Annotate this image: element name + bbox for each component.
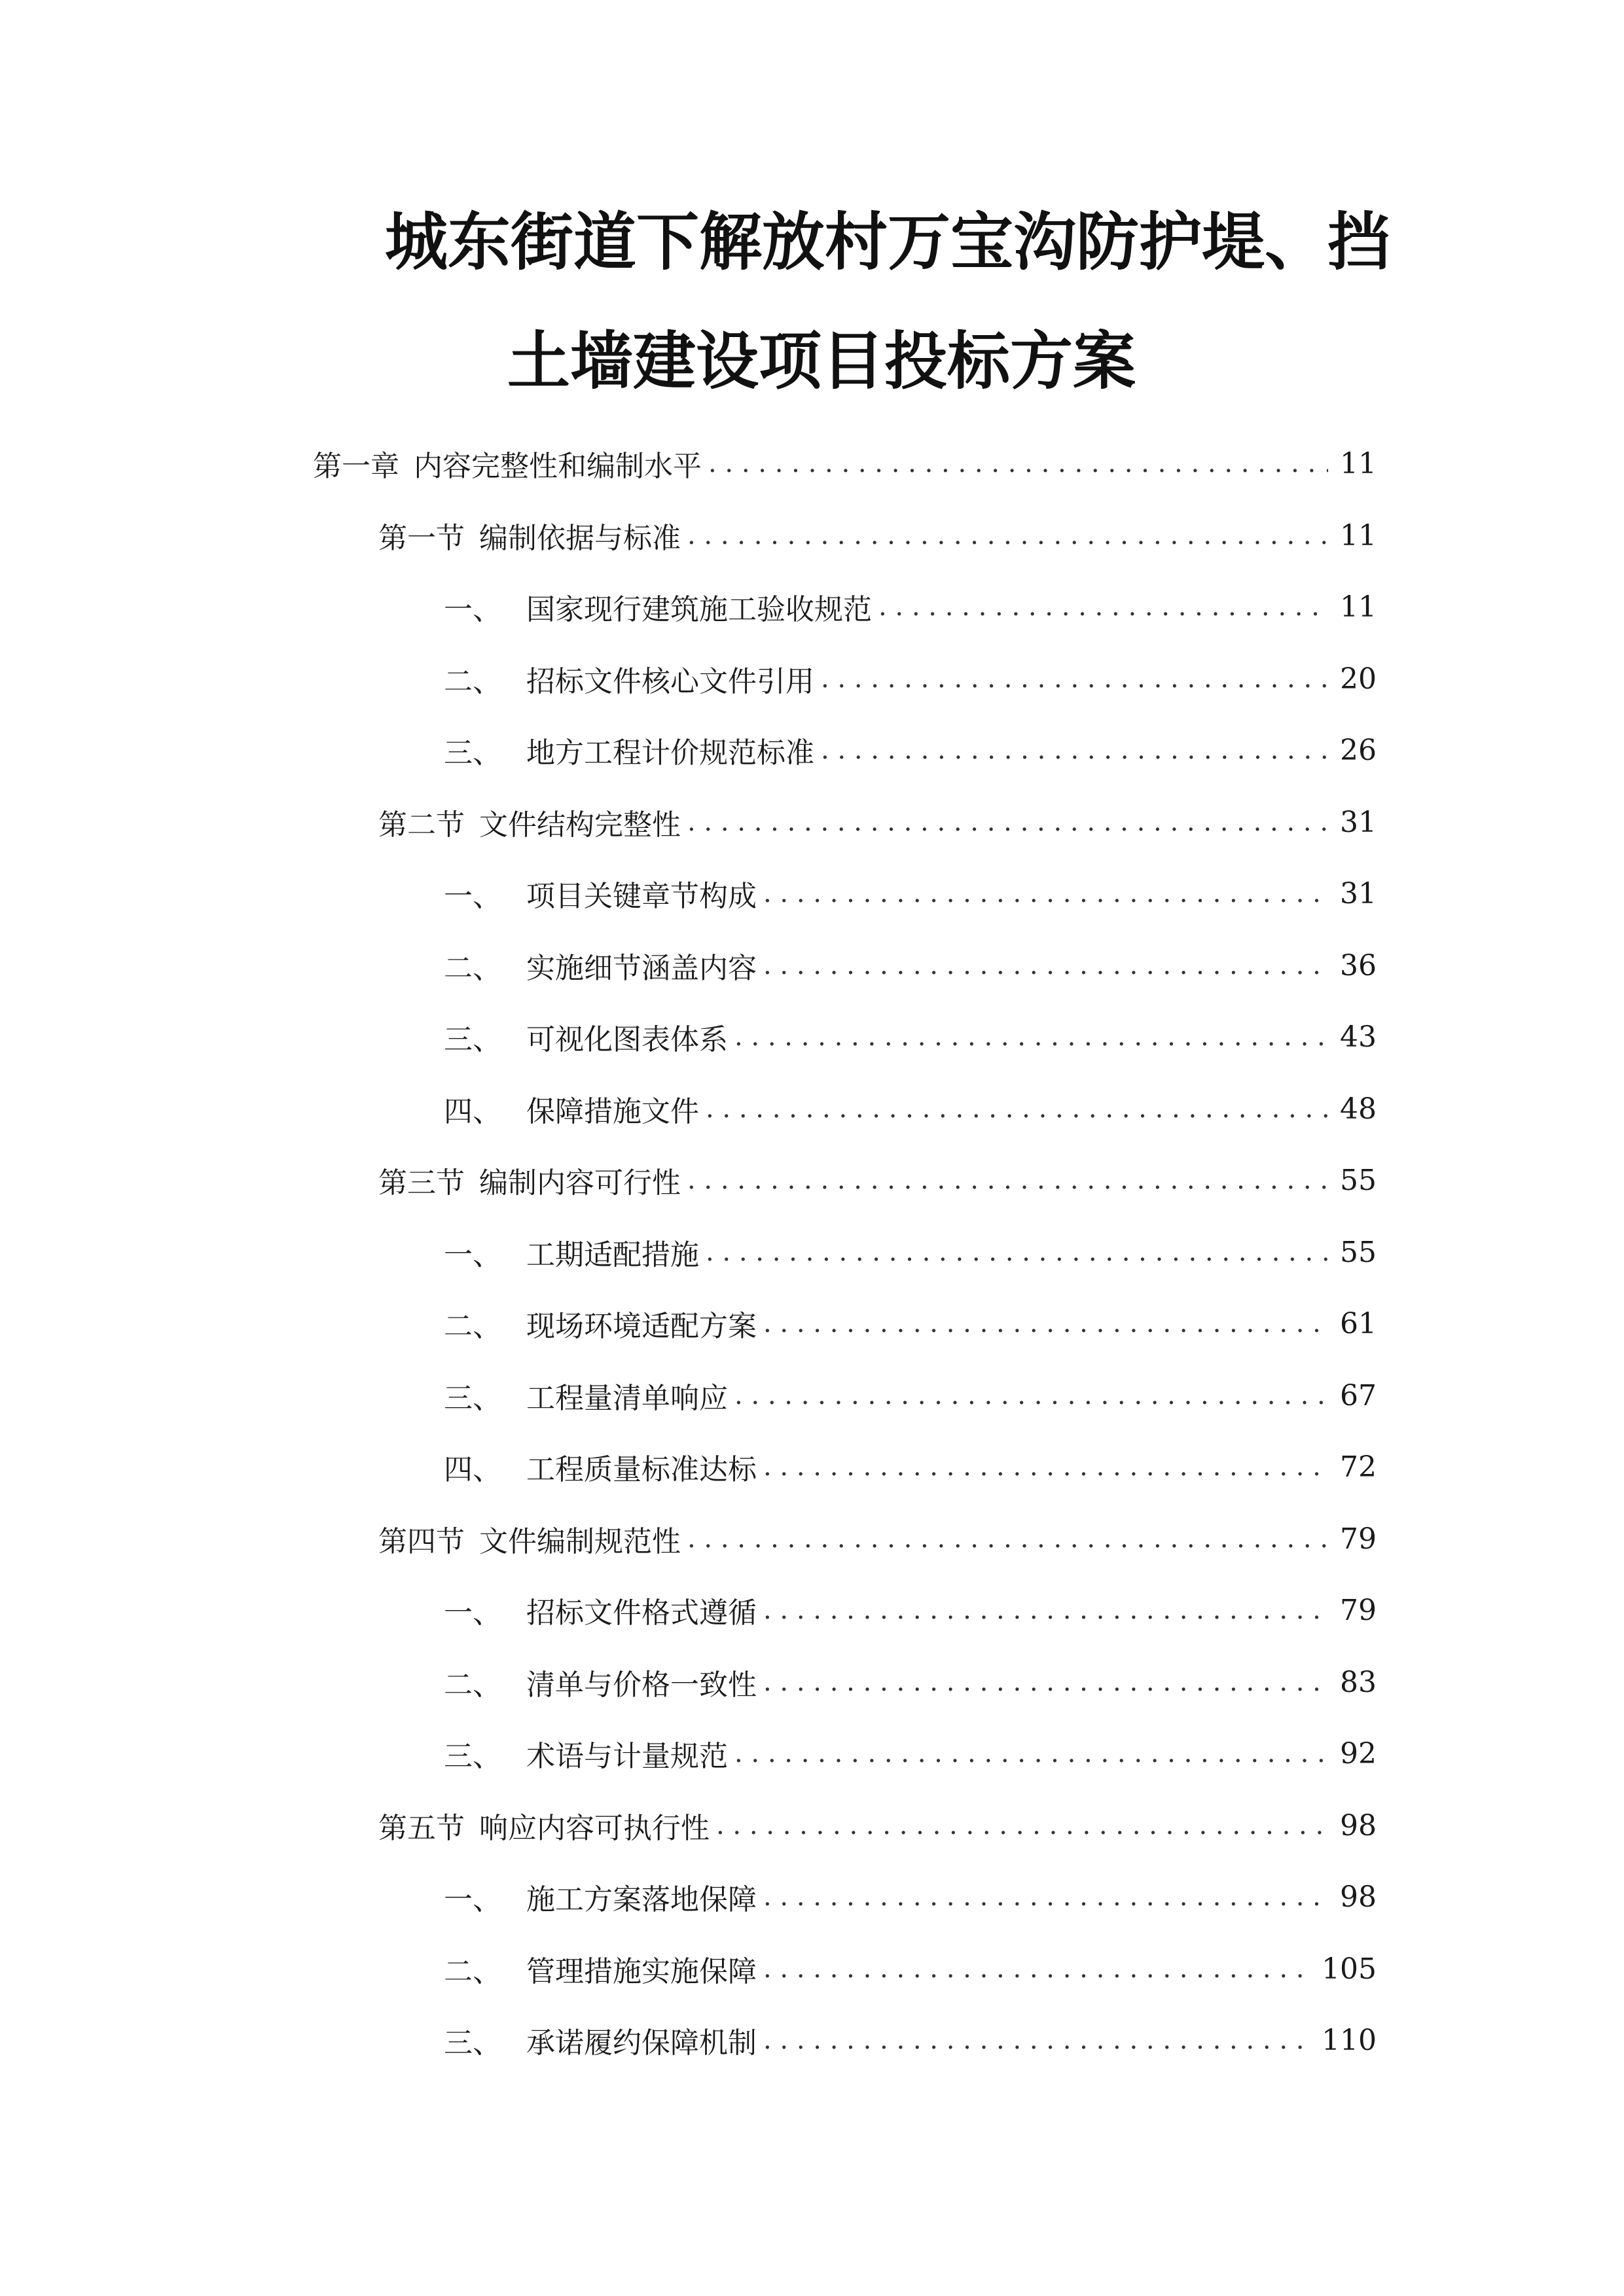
toc-entry[interactable]: [444, 659, 1377, 698]
toc-page-number: 92: [1340, 1736, 1377, 1770]
toc-entry-title: 招标文件格式遵循: [526, 1596, 757, 1630]
toc-entry[interactable]: [444, 1232, 1377, 1272]
toc-entry-title: 工期适配措施: [526, 1238, 699, 1272]
toc-entry[interactable]: [378, 1519, 1377, 1558]
toc-entry-title: 保障措施文件: [526, 1095, 699, 1128]
toc-entry-title: 工程质量标准达标: [526, 1453, 757, 1486]
toc-entry-title: 术语与计量规范: [526, 1740, 728, 1773]
toc-entry-number: 二、: [444, 1310, 501, 1343]
toc-entry[interactable]: [444, 946, 1377, 985]
toc-entry-number: 四、: [444, 1453, 501, 1486]
toc-page-number: 36: [1340, 948, 1377, 982]
toc-page-number: 83: [1340, 1665, 1377, 1699]
toc-dot-leader: [687, 520, 1328, 551]
toc-entry-title: 编制依据与标准: [479, 522, 681, 555]
toc-dot-leader: [821, 734, 1328, 766]
toc-page-number: 110: [1322, 2023, 1377, 2057]
toc-entry-title: 地方工程计价规范标准: [526, 736, 814, 770]
toc-entry-title: 文件结构完整性: [479, 808, 681, 842]
toc-entry[interactable]: [444, 1304, 1377, 1343]
toc-page-number: 55: [1340, 1163, 1377, 1197]
document-title-line-1: 城东街道下解放村万宝沟防护堤、挡: [385, 206, 1390, 279]
toc-page-number: 79: [1340, 1593, 1377, 1627]
toc-entry-title: 文件编制规范性: [479, 1525, 681, 1558]
toc-page-number: 48: [1340, 1092, 1377, 1126]
toc-dot-leader: [821, 663, 1328, 694]
toc-page-number: 11: [1340, 446, 1377, 480]
toc-entry-title: 承诺履约保障机制: [526, 2026, 757, 2060]
toc-dot-leader: [763, 1308, 1328, 1339]
toc-page-number: 11: [1340, 590, 1377, 624]
toc-entry-title: 响应内容可执行性: [479, 1812, 710, 1845]
toc-dot-leader: [763, 1881, 1328, 1912]
toc-page-number: 31: [1340, 805, 1377, 839]
toc-entry-title: 施工方案落地保障: [526, 1883, 757, 1916]
toc-page-number: 72: [1340, 1450, 1377, 1484]
toc-dot-leader: [716, 1810, 1328, 1841]
toc-page-number: 43: [1340, 1020, 1377, 1054]
toc-entry[interactable]: [444, 1662, 1377, 1702]
toc-entry[interactable]: [444, 1877, 1377, 1916]
toc-entry[interactable]: [313, 444, 1377, 483]
toc-page-number: 20: [1340, 662, 1377, 696]
toc-entry[interactable]: [444, 1017, 1377, 1056]
toc-entry-number: 一、: [444, 593, 501, 626]
toc-page-number: 61: [1340, 1306, 1377, 1340]
toc-dot-leader: [763, 1594, 1328, 1626]
toc-entry[interactable]: [444, 1447, 1377, 1486]
toc-dot-leader: [706, 1236, 1328, 1268]
toc-page-number: 98: [1340, 1880, 1377, 1914]
toc-entry-number: 三、: [444, 1382, 501, 1415]
toc-page-number: 67: [1340, 1378, 1377, 1412]
toc-page-number: 105: [1322, 1952, 1377, 1986]
toc-entry-number: 二、: [444, 665, 501, 698]
toc-entry[interactable]: [444, 2020, 1377, 2060]
toc-dot-leader: [708, 448, 1328, 479]
toc-page-number: 55: [1340, 1235, 1377, 1269]
toc-page-number: 31: [1340, 876, 1377, 910]
toc-entry[interactable]: [444, 587, 1377, 626]
toc-entry[interactable]: [444, 1089, 1377, 1128]
toc-dot-leader: [687, 1523, 1328, 1554]
toc-entry-title: 内容完整性和编制水平: [414, 450, 702, 483]
toc-dot-leader: [763, 1953, 1312, 1984]
toc-entry-title: 管理措施实施保障: [526, 1955, 757, 1988]
toc-dot-leader: [687, 1164, 1328, 1196]
toc-entry-title: 工程量清单响应: [526, 1382, 728, 1415]
toc-dot-leader: [706, 1093, 1328, 1124]
toc-entry-number: 第二节: [378, 808, 465, 842]
toc-entry-number: 一、: [444, 1883, 501, 1916]
toc-entry[interactable]: [378, 802, 1377, 842]
toc-entry-title: 清单与价格一致性: [526, 1668, 757, 1702]
toc-entry[interactable]: [444, 1734, 1377, 1773]
toc-entry-number: 二、: [444, 952, 501, 985]
toc-dot-leader: [763, 2024, 1312, 2056]
toc-entry-title: 可视化图表体系: [526, 1023, 728, 1056]
toc-dot-leader: [687, 806, 1328, 838]
toc-page-number: 26: [1340, 733, 1377, 767]
toc-dot-leader: [763, 950, 1328, 981]
toc-entry[interactable]: [444, 874, 1377, 913]
document-title-line-2: 土墙建设项目投标方案: [507, 325, 1136, 398]
toc-entry[interactable]: [444, 730, 1377, 770]
toc-dot-leader: [763, 1451, 1328, 1482]
toc-entry-number: 三、: [444, 2026, 501, 2060]
toc-entry-number: 三、: [444, 1023, 501, 1056]
toc-entry[interactable]: [378, 1806, 1377, 1845]
toc-entry-number: 三、: [444, 1740, 501, 1773]
toc-entry-title: 编制内容可行性: [479, 1166, 681, 1200]
toc-page-number: 98: [1340, 1808, 1377, 1842]
toc-entry-number: 第四节: [378, 1525, 465, 1558]
toc-entry-number: 二、: [444, 1668, 501, 1702]
toc-dot-leader: [763, 878, 1328, 909]
toc-entry-number: 第三节: [378, 1166, 465, 1200]
toc-entry[interactable]: [378, 516, 1377, 555]
toc-entry-number: 一、: [444, 1238, 501, 1272]
toc-entry-title: 招标文件核心文件引用: [526, 665, 814, 698]
toc-entry[interactable]: [378, 1160, 1377, 1200]
toc-entry[interactable]: [444, 1590, 1377, 1630]
toc-entry-number: 一、: [444, 880, 501, 913]
toc-entry-title: 项目关键章节构成: [526, 880, 757, 913]
toc-entry-title: 现场环境适配方案: [526, 1310, 757, 1343]
toc-entry-number: 第一节: [378, 522, 465, 555]
toc-page-number: 11: [1340, 518, 1377, 552]
toc-page-number: 79: [1340, 1522, 1377, 1556]
toc-dot-leader: [734, 1738, 1328, 1769]
toc-entry-number: 第一章: [313, 450, 399, 483]
toc-dot-leader: [734, 1380, 1328, 1411]
toc-entry-title: 实施细节涵盖内容: [526, 952, 757, 985]
toc-dot-leader: [734, 1021, 1328, 1052]
toc-entry[interactable]: [444, 1949, 1377, 1988]
toc-entry-number: 三、: [444, 736, 501, 770]
toc-entry-title: 国家现行建筑施工验收规范: [526, 593, 872, 626]
toc-dot-leader: [878, 591, 1328, 622]
toc-entry-number: 四、: [444, 1095, 501, 1128]
toc-dot-leader: [763, 1666, 1328, 1698]
toc-entry-number: 二、: [444, 1955, 501, 1988]
toc-entry-number: 一、: [444, 1596, 501, 1630]
toc-entry[interactable]: [444, 1376, 1377, 1415]
toc-entry-number: 第五节: [378, 1812, 465, 1845]
